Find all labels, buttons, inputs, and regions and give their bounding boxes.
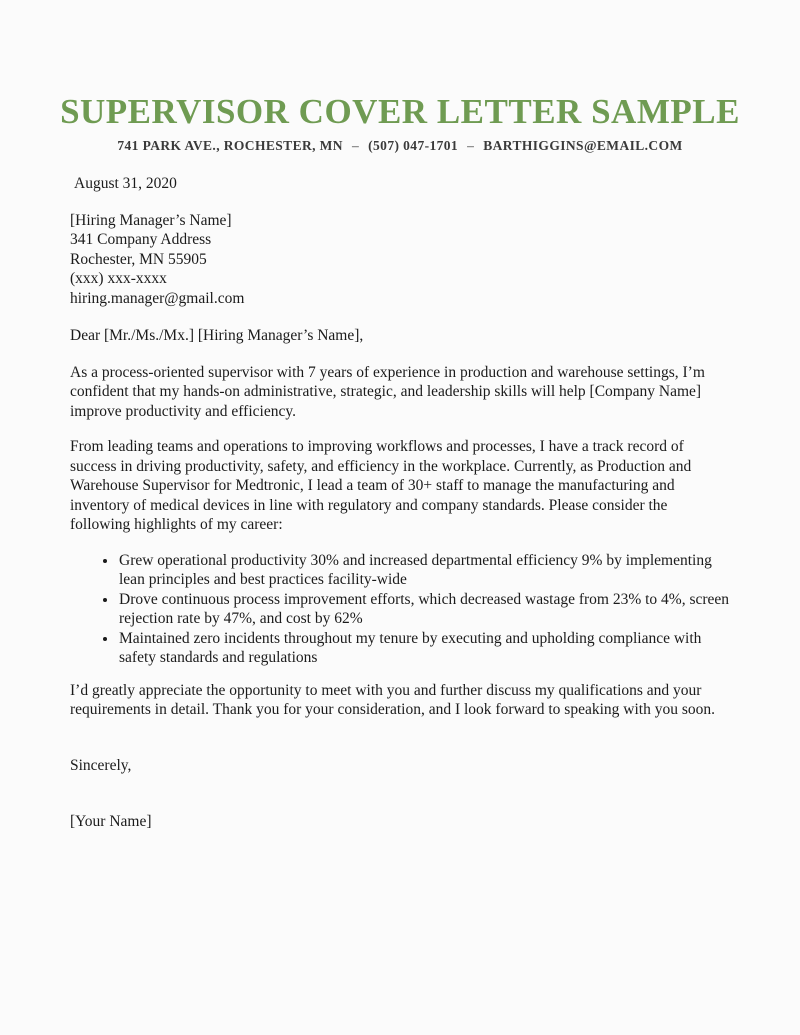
contact-separator: –	[351, 138, 360, 153]
recipient-city-state-zip: Rochester, MN 55905	[70, 250, 207, 268]
page-title: SUPERVISOR COVER LETTER SAMPLE	[60, 92, 740, 131]
date-line: August 31, 2020	[74, 175, 177, 192]
recipient-name: [Hiring Manager’s Name]	[70, 211, 232, 229]
contact-email: BARTHIGGINS@EMAIL.COM	[483, 138, 683, 153]
signature-placeholder: [Your Name]	[70, 813, 152, 830]
recipient-block	[70, 211, 730, 309]
recipient-phone: (xxx) xxx-xxxx	[70, 270, 167, 287]
contact-phone: (507) 047-1701	[368, 138, 459, 153]
highlights-list	[70, 551, 730, 668]
letter-header	[0, 0, 800, 154]
contact-address: 741 PARK AVE., ROCHESTER, MN	[117, 138, 343, 153]
salutation: Dear [Mr./Ms./Mx.] [Hiring Manager’s Name],	[70, 327, 364, 344]
recipient-email: hiring.manager@gmail.com	[70, 289, 245, 307]
highlight-item: • Drove continuous process improvement efforts, which decreased wastage from 23% to 4%, screen rejection rate by 47%, and cost by 62%	[118, 590, 730, 629]
paragraph-intro: As a process-oriented supervisor with 7 years of experience in production and warehouse settings, I’m confident that my hands-on administrative, strategic, and leadership skills will help [Company Name] improve productivity and efficiency.	[70, 363, 705, 420]
highlight-item: • Maintained zero incidents throughout my tenure by executing and upholding compliance with safety standards and regulations	[118, 629, 730, 668]
paragraph-experience: From leading teams and operations to improving workflows and processes, I have a track record of success in driving productivity, safety, and efficiency in the workplace. Currently, as Production and Warehouse Supervisor for Medtronic, I lead a team of 30+ staff to manage the manufacturing and inventory of medical devices in line with regulatory and company standards. Please consider the following highlights of my career:	[70, 438, 692, 533]
contact-separator: –	[467, 138, 475, 153]
highlight-item: • Grew operational productivity 30% and increased departmental efficiency 9% by implementing lean principles and best practices facility-wide	[118, 551, 730, 590]
letter-body	[0, 174, 800, 832]
valediction: Sincerely,	[70, 756, 132, 774]
contact-line	[0, 137, 800, 154]
paragraph-closing: I’d greatly appreciate the opportunity to meet with you and further discuss my qualifications and your requirements in detail. Thank you for your consideration, and I look forward to speaking with you soon.	[70, 681, 715, 718]
recipient-address: 341 Company Address	[70, 231, 212, 248]
